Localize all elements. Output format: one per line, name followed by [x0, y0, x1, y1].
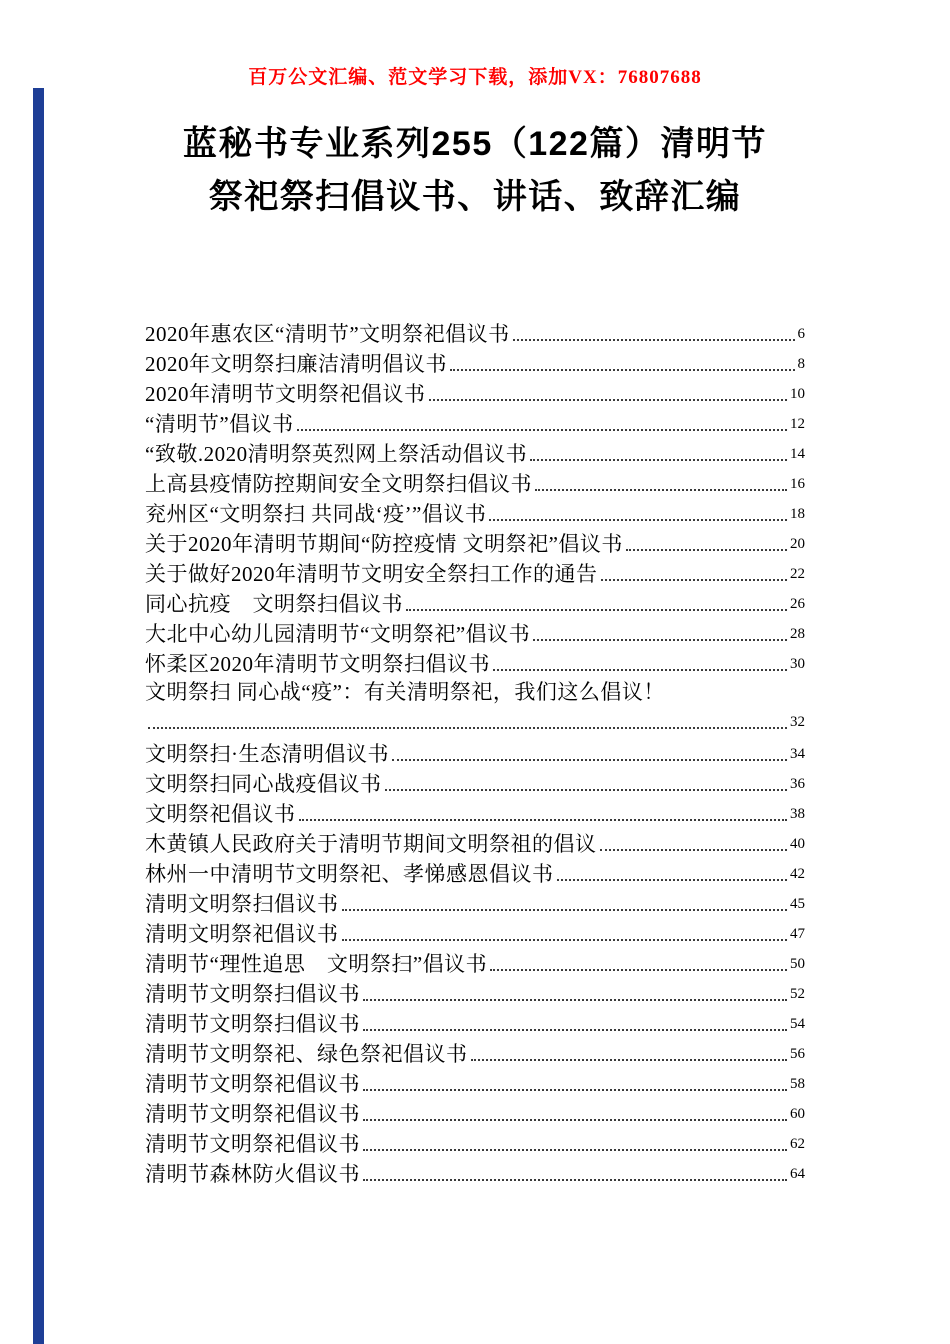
toc-entry-title: 清明文明祭祀倡议书 — [145, 922, 339, 946]
toc-entry-title: 清明节文明祭扫倡议书 — [145, 982, 360, 1006]
dot-leader — [342, 909, 788, 911]
toc-page-number: 62 — [790, 1136, 805, 1152]
toc-entry[interactable] — [145, 348, 805, 378]
toc-entry[interactable] — [145, 918, 805, 948]
dot-leader — [601, 579, 788, 581]
dot-leader — [297, 429, 787, 431]
toc-page-number: 64 — [790, 1166, 805, 1182]
toc-entry[interactable] — [145, 588, 805, 618]
toc-entry-title: 怀柔区2020年清明节文明祭扫倡议书 — [145, 652, 490, 676]
toc-page-number: 58 — [790, 1076, 805, 1092]
dot-leader — [363, 1119, 787, 1121]
toc-entry-wrap-line — [145, 706, 805, 736]
notice-text: 百万公文汇编、范文学习下载，添加VX：76807688 — [248, 67, 702, 88]
toc-entry-title: “清明节”倡议书 — [145, 412, 294, 436]
toc-entry-title: “致敬.2020清明祭英烈网上祭活动倡议书 — [145, 442, 528, 466]
accent-bar — [33, 88, 44, 1344]
toc-entry-title: 清明节森林防火倡议书 — [145, 1162, 360, 1186]
page-title-line1: 蓝秘书专业系列255（122篇）清明节 — [183, 125, 767, 163]
toc-entry[interactable] — [145, 618, 805, 648]
toc-entry[interactable] — [145, 1068, 805, 1098]
toc-entry[interactable] — [145, 498, 805, 528]
toc-page-number: 8 — [797, 356, 805, 372]
dot-leader — [363, 1149, 787, 1151]
toc-page-number: 42 — [790, 866, 805, 882]
toc-entry-title: 清明节文明祭祀倡议书 — [145, 1072, 360, 1096]
toc-page-number: 50 — [790, 956, 805, 972]
toc-entry-title: 文明祭扫 同心战“疫”：有关清明祭祀，我们这么倡议！ — [145, 680, 665, 704]
toc-entry-title: 关于2020年清明节期间“防控疫情 文明祭祀”倡议书 — [145, 532, 623, 556]
toc-entry[interactable] — [145, 1098, 805, 1128]
dot-leader — [148, 727, 787, 729]
toc-page-number: 52 — [790, 986, 805, 1002]
toc-page-number: 30 — [790, 656, 805, 672]
dot-leader — [406, 609, 787, 611]
dot-leader — [385, 789, 788, 791]
toc-page-number: 38 — [790, 806, 805, 822]
toc-entry[interactable] — [145, 978, 805, 1008]
dot-leader — [299, 819, 788, 821]
toc-entry-title: 上高县疫情防控期间安全文明祭扫倡议书 — [145, 472, 532, 496]
page-title — [0, 118, 950, 224]
toc-entry-title: 2020年惠农区“清明节”文明祭祀倡议书 — [145, 322, 510, 346]
toc-entry[interactable] — [145, 558, 805, 588]
toc-page-number: 20 — [790, 536, 805, 552]
toc-entry-title: 清明节文明祭祀、绿色祭祀倡议书 — [145, 1042, 468, 1066]
toc-page-number: 34 — [790, 746, 805, 762]
toc-entry-title: 清明节“理性追思 文明祭扫”倡议书 — [145, 952, 488, 976]
toc-page-number: 10 — [790, 386, 805, 402]
dot-leader — [363, 999, 787, 1001]
toc-entry-title: 大北中心幼儿园清明节“文明祭祀”倡议书 — [145, 622, 531, 646]
toc-page-number: 12 — [790, 416, 805, 432]
toc-page-number: 56 — [790, 1046, 805, 1062]
dot-leader — [533, 639, 787, 641]
dot-leader — [471, 1059, 788, 1061]
toc-entry[interactable] — [145, 318, 805, 348]
dot-leader — [363, 1089, 787, 1091]
toc-page-number: 47 — [790, 926, 805, 942]
dot-leader — [493, 669, 787, 671]
toc-entry-title: 2020年清明节文明祭祀倡议书 — [145, 382, 426, 406]
dot-leader — [530, 459, 787, 461]
dot-leader — [342, 939, 788, 941]
toc-page-number: 26 — [790, 596, 805, 612]
toc-page-number: 54 — [790, 1016, 805, 1032]
dot-leader — [363, 1179, 787, 1181]
toc-entry[interactable] — [145, 1128, 805, 1158]
toc-entry-title: 文明祭扫同心战疫倡议书 — [145, 772, 382, 796]
toc-entry[interactable] — [145, 648, 805, 678]
toc-entry[interactable] — [145, 468, 805, 498]
toc-list — [145, 318, 805, 1188]
toc-page-number: 45 — [790, 896, 805, 912]
toc-entry-title: 文明祭祀倡议书 — [145, 802, 296, 826]
toc-entry[interactable] — [145, 738, 805, 768]
toc-entry-title: 同心抗疫 文明祭扫倡议书 — [145, 592, 403, 616]
dot-leader — [535, 489, 787, 491]
dot-leader — [557, 879, 788, 881]
dot-leader — [626, 549, 787, 551]
toc-entry[interactable] — [145, 798, 805, 828]
dot-leader — [600, 849, 788, 851]
toc-entry[interactable] — [145, 408, 805, 438]
toc-entry[interactable] — [145, 678, 805, 738]
page-title-line2: 祭祀祭扫倡议书、讲话、致辞汇编 — [208, 178, 742, 216]
toc-entry[interactable] — [145, 858, 805, 888]
dot-leader — [450, 369, 795, 371]
toc-entry[interactable] — [145, 768, 805, 798]
toc-entry[interactable] — [145, 828, 805, 858]
toc-page-number: 28 — [790, 626, 805, 642]
toc-page-number: 36 — [790, 776, 805, 792]
toc-entry[interactable] — [145, 1038, 805, 1068]
dot-leader — [490, 969, 787, 971]
toc-entry-title: 清明节文明祭祀倡议书 — [145, 1132, 360, 1156]
toc-page-number: 60 — [790, 1106, 805, 1122]
toc-entry[interactable] — [145, 1158, 805, 1188]
toc-entry-title: 林州一中清明节文明祭祀、孝悌感恩倡议书 — [145, 862, 554, 886]
toc-entry-title: 兖州区“文明祭扫 共同战‘疫’”倡议书 — [145, 502, 487, 526]
dot-leader — [363, 1029, 787, 1031]
toc-entry-title: 2020年文明祭扫廉洁清明倡议书 — [145, 352, 447, 376]
toc-entry-title: 清明文明祭扫倡议书 — [145, 892, 339, 916]
toc-page-number: 18 — [790, 506, 805, 522]
toc-page-number: 16 — [790, 476, 805, 492]
toc-entry-title: 清明节文明祭扫倡议书 — [145, 1012, 360, 1036]
toc-entry-title: 清明节文明祭祀倡议书 — [145, 1102, 360, 1126]
toc-entry[interactable] — [145, 438, 805, 468]
dot-leader — [392, 759, 787, 761]
toc-entry[interactable] — [145, 378, 805, 408]
toc-entry-title: 文明祭扫·生态清明倡议书 — [145, 742, 389, 766]
toc-entry[interactable] — [145, 888, 805, 918]
toc-entry-title: 关于做好2020年清明节文明安全祭扫工作的通告 — [145, 562, 598, 586]
dot-leader — [429, 399, 788, 401]
dot-leader — [489, 519, 787, 521]
toc-page-number: 14 — [790, 446, 805, 462]
toc-entry[interactable] — [145, 1008, 805, 1038]
toc-page-number: 32 — [790, 714, 805, 730]
toc-page-number: 6 — [797, 326, 805, 342]
toc-entry[interactable] — [145, 948, 805, 978]
toc-entry-title: 木黄镇人民政府关于清明节期间文明祭祖的倡议 — [145, 832, 597, 856]
toc-page-number: 40 — [790, 836, 805, 852]
dot-leader — [513, 339, 795, 341]
toc-page-number: 22 — [790, 566, 805, 582]
toc-entry[interactable] — [145, 528, 805, 558]
